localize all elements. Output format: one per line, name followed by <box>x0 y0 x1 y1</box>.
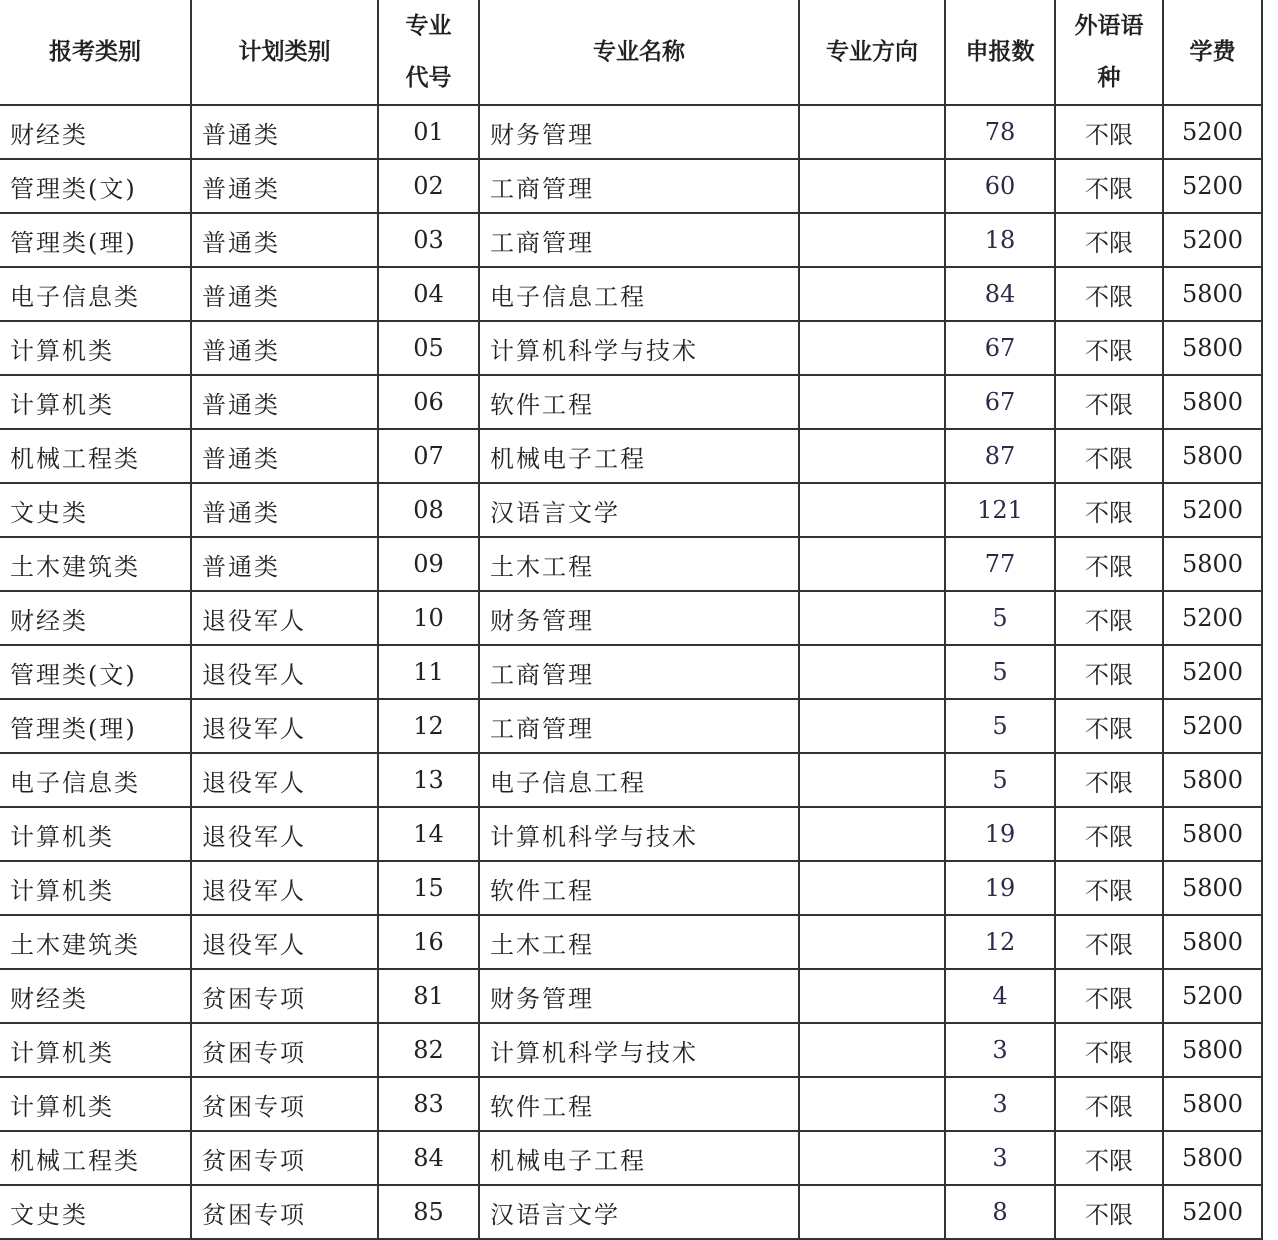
cell-major-name: 计算机科学与技术 <box>479 807 799 861</box>
cell-major-direction <box>799 807 945 861</box>
cell-applicants: 67 <box>945 375 1055 429</box>
table-row <box>0 861 1262 915</box>
table-row <box>0 915 1262 969</box>
cell-plan-category: 普通类 <box>191 267 378 321</box>
table-row <box>0 1077 1262 1131</box>
table-row <box>0 591 1262 645</box>
cell-major-name: 财务管理 <box>479 969 799 1023</box>
cell-applicants: 12 <box>945 915 1055 969</box>
cell-exam-category: 文史类 <box>0 483 191 537</box>
cell-applicants: 3 <box>945 1131 1055 1185</box>
header-foreign-language-line1: 外语语 <box>1074 13 1144 39</box>
header-plan-category: 计划类别 <box>191 0 378 105</box>
cell-tuition: 5200 <box>1163 159 1262 213</box>
cell-foreign-language: 不限 <box>1055 915 1163 969</box>
cell-major-name: 软件工程 <box>479 1077 799 1131</box>
cell-plan-category: 普通类 <box>191 375 378 429</box>
cell-major-code: 85 <box>378 1185 479 1239</box>
cell-tuition: 5200 <box>1163 483 1262 537</box>
cell-major-code: 81 <box>378 969 479 1023</box>
cell-applicants: 8 <box>945 1185 1055 1239</box>
cell-exam-category: 管理类(理) <box>0 213 191 267</box>
cell-major-code: 82 <box>378 1023 479 1077</box>
cell-plan-category: 普通类 <box>191 537 378 591</box>
cell-foreign-language: 不限 <box>1055 375 1163 429</box>
table-row <box>0 807 1262 861</box>
cell-major-name: 计算机科学与技术 <box>479 1023 799 1077</box>
cell-major-name: 财务管理 <box>479 105 799 159</box>
cell-plan-category: 退役军人 <box>191 807 378 861</box>
cell-tuition: 5800 <box>1163 321 1262 375</box>
cell-plan-category: 贫困专项 <box>191 1077 378 1131</box>
cell-foreign-language: 不限 <box>1055 969 1163 1023</box>
cell-tuition: 5800 <box>1163 753 1262 807</box>
table-row <box>0 969 1262 1023</box>
cell-major-direction <box>799 213 945 267</box>
cell-major-name: 汉语言文学 <box>479 1185 799 1239</box>
cell-exam-category: 财经类 <box>0 105 191 159</box>
cell-exam-category: 机械工程类 <box>0 1131 191 1185</box>
cell-major-direction <box>799 915 945 969</box>
table-row <box>0 1131 1262 1185</box>
cell-plan-category: 普通类 <box>191 483 378 537</box>
cell-major-direction <box>799 267 945 321</box>
cell-plan-category: 普通类 <box>191 321 378 375</box>
cell-foreign-language: 不限 <box>1055 159 1163 213</box>
cell-applicants: 18 <box>945 213 1055 267</box>
cell-major-code: 01 <box>378 105 479 159</box>
cell-foreign-language: 不限 <box>1055 1023 1163 1077</box>
table-row <box>0 753 1262 807</box>
cell-plan-category: 退役军人 <box>191 699 378 753</box>
cell-major-code: 10 <box>378 591 479 645</box>
cell-exam-category: 财经类 <box>0 591 191 645</box>
cell-applicants: 60 <box>945 159 1055 213</box>
cell-foreign-language: 不限 <box>1055 213 1163 267</box>
table-row <box>0 645 1262 699</box>
cell-major-direction <box>799 105 945 159</box>
header-foreign-language-line2: 种 <box>1097 65 1121 91</box>
cell-applicants: 3 <box>945 1023 1055 1077</box>
cell-major-code: 14 <box>378 807 479 861</box>
header-major-code-line1: 专业 <box>405 13 452 39</box>
cell-plan-category: 贫困专项 <box>191 1185 378 1239</box>
cell-major-name: 工商管理 <box>479 699 799 753</box>
cell-major-code: 07 <box>378 429 479 483</box>
cell-tuition: 5200 <box>1163 213 1262 267</box>
cell-tuition: 5200 <box>1163 105 1262 159</box>
table-body <box>0 105 1262 1239</box>
cell-foreign-language: 不限 <box>1055 267 1163 321</box>
cell-tuition: 5800 <box>1163 267 1262 321</box>
cell-exam-category: 电子信息类 <box>0 753 191 807</box>
cell-applicants: 78 <box>945 105 1055 159</box>
cell-tuition: 5800 <box>1163 861 1262 915</box>
cell-applicants: 3 <box>945 1077 1055 1131</box>
cell-applicants: 67 <box>945 321 1055 375</box>
cell-major-name: 电子信息工程 <box>479 753 799 807</box>
cell-major-code: 09 <box>378 537 479 591</box>
cell-major-name: 软件工程 <box>479 375 799 429</box>
cell-major-direction <box>799 645 945 699</box>
cell-foreign-language: 不限 <box>1055 483 1163 537</box>
cell-major-code: 83 <box>378 1077 479 1131</box>
cell-major-code: 84 <box>378 1131 479 1185</box>
table-row <box>0 429 1262 483</box>
cell-foreign-language: 不限 <box>1055 807 1163 861</box>
cell-tuition: 5800 <box>1163 915 1262 969</box>
cell-major-direction <box>799 537 945 591</box>
cell-applicants: 4 <box>945 969 1055 1023</box>
cell-exam-category: 计算机类 <box>0 1077 191 1131</box>
cell-exam-category: 管理类(理) <box>0 699 191 753</box>
cell-major-direction <box>799 483 945 537</box>
cell-major-name: 电子信息工程 <box>479 267 799 321</box>
cell-major-direction <box>799 375 945 429</box>
cell-applicants: 5 <box>945 591 1055 645</box>
cell-exam-category: 计算机类 <box>0 321 191 375</box>
cell-major-direction <box>799 699 945 753</box>
cell-foreign-language: 不限 <box>1055 591 1163 645</box>
cell-foreign-language: 不限 <box>1055 1077 1163 1131</box>
cell-exam-category: 管理类(文) <box>0 159 191 213</box>
cell-tuition: 5800 <box>1163 1131 1262 1185</box>
cell-major-code: 16 <box>378 915 479 969</box>
cell-exam-category: 财经类 <box>0 969 191 1023</box>
cell-plan-category: 贫困专项 <box>191 1131 378 1185</box>
cell-major-name: 机械电子工程 <box>479 1131 799 1185</box>
cell-foreign-language: 不限 <box>1055 861 1163 915</box>
cell-plan-category: 退役军人 <box>191 753 378 807</box>
cell-plan-category: 退役军人 <box>191 915 378 969</box>
cell-plan-category: 退役军人 <box>191 861 378 915</box>
header-exam-category: 报考类别 <box>0 0 191 105</box>
cell-plan-category: 普通类 <box>191 429 378 483</box>
cell-major-name: 工商管理 <box>479 159 799 213</box>
cell-tuition: 5200 <box>1163 1185 1262 1239</box>
cell-plan-category: 退役军人 <box>191 645 378 699</box>
cell-foreign-language: 不限 <box>1055 105 1163 159</box>
cell-tuition: 5800 <box>1163 429 1262 483</box>
cell-applicants: 5 <box>945 645 1055 699</box>
cell-major-code: 06 <box>378 375 479 429</box>
cell-foreign-language: 不限 <box>1055 753 1163 807</box>
cell-plan-category: 普通类 <box>191 105 378 159</box>
cell-exam-category: 土木建筑类 <box>0 537 191 591</box>
cell-plan-category: 普通类 <box>191 159 378 213</box>
cell-major-name: 工商管理 <box>479 213 799 267</box>
table-row <box>0 699 1262 753</box>
cell-foreign-language: 不限 <box>1055 321 1163 375</box>
cell-major-code: 08 <box>378 483 479 537</box>
cell-major-code: 04 <box>378 267 479 321</box>
cell-plan-category: 贫困专项 <box>191 969 378 1023</box>
cell-major-code: 11 <box>378 645 479 699</box>
cell-exam-category: 计算机类 <box>0 375 191 429</box>
cell-tuition: 5800 <box>1163 807 1262 861</box>
cell-major-code: 15 <box>378 861 479 915</box>
cell-major-code: 02 <box>378 159 479 213</box>
cell-tuition: 5800 <box>1163 1023 1262 1077</box>
header-major-code <box>378 0 479 105</box>
cell-plan-category: 贫困专项 <box>191 1023 378 1077</box>
cell-foreign-language: 不限 <box>1055 645 1163 699</box>
cell-exam-category: 计算机类 <box>0 1023 191 1077</box>
cell-plan-category: 普通类 <box>191 213 378 267</box>
cell-tuition: 5200 <box>1163 591 1262 645</box>
cell-foreign-language: 不限 <box>1055 1131 1163 1185</box>
cell-foreign-language: 不限 <box>1055 429 1163 483</box>
table-row <box>0 105 1262 159</box>
cell-major-direction <box>799 321 945 375</box>
table-row <box>0 537 1262 591</box>
header-foreign-language <box>1055 0 1163 105</box>
cell-exam-category: 计算机类 <box>0 861 191 915</box>
cell-major-direction <box>799 591 945 645</box>
cell-foreign-language: 不限 <box>1055 699 1163 753</box>
cell-major-name: 计算机科学与技术 <box>479 321 799 375</box>
cell-tuition: 5200 <box>1163 969 1262 1023</box>
cell-exam-category: 机械工程类 <box>0 429 191 483</box>
cell-applicants: 84 <box>945 267 1055 321</box>
cell-major-name: 土木工程 <box>479 915 799 969</box>
cell-applicants: 77 <box>945 537 1055 591</box>
cell-tuition: 5800 <box>1163 1077 1262 1131</box>
table-row <box>0 1185 1262 1239</box>
table-row <box>0 159 1262 213</box>
cell-major-code: 12 <box>378 699 479 753</box>
cell-major-direction <box>799 1077 945 1131</box>
table-row <box>0 267 1262 321</box>
cell-major-direction <box>799 1131 945 1185</box>
cell-major-name: 土木工程 <box>479 537 799 591</box>
cell-major-code: 13 <box>378 753 479 807</box>
cell-major-direction <box>799 969 945 1023</box>
cell-plan-category: 退役军人 <box>191 591 378 645</box>
cell-major-direction <box>799 429 945 483</box>
cell-tuition: 5200 <box>1163 645 1262 699</box>
cell-exam-category: 文史类 <box>0 1185 191 1239</box>
cell-major-name: 工商管理 <box>479 645 799 699</box>
header-major-direction: 专业方向 <box>799 0 945 105</box>
cell-major-code: 03 <box>378 213 479 267</box>
cell-major-code: 05 <box>378 321 479 375</box>
cell-major-name: 财务管理 <box>479 591 799 645</box>
cell-applicants: 121 <box>945 483 1055 537</box>
cell-major-direction <box>799 1185 945 1239</box>
cell-major-direction <box>799 1023 945 1077</box>
header-applicants: 申报数 <box>945 0 1055 105</box>
cell-major-direction <box>799 861 945 915</box>
cell-major-name: 机械电子工程 <box>479 429 799 483</box>
cell-applicants: 19 <box>945 807 1055 861</box>
cell-tuition: 5800 <box>1163 375 1262 429</box>
cell-major-direction <box>799 159 945 213</box>
cell-major-name: 汉语言文学 <box>479 483 799 537</box>
header-major-code-line2: 代号 <box>405 65 452 91</box>
cell-applicants: 87 <box>945 429 1055 483</box>
cell-tuition: 5200 <box>1163 699 1262 753</box>
table-row <box>0 483 1262 537</box>
cell-major-name: 软件工程 <box>479 861 799 915</box>
cell-exam-category: 计算机类 <box>0 807 191 861</box>
cell-applicants: 5 <box>945 753 1055 807</box>
cell-foreign-language: 不限 <box>1055 1185 1163 1239</box>
header-major-name: 专业名称 <box>479 0 799 105</box>
cell-foreign-language: 不限 <box>1055 537 1163 591</box>
cell-applicants: 19 <box>945 861 1055 915</box>
header-tuition: 学费 <box>1163 0 1262 105</box>
cell-major-direction <box>799 753 945 807</box>
cell-exam-category: 管理类(文) <box>0 645 191 699</box>
cell-exam-category: 土木建筑类 <box>0 915 191 969</box>
table-row <box>0 213 1262 267</box>
cell-applicants: 5 <box>945 699 1055 753</box>
table-header-row <box>0 0 1262 105</box>
table-row <box>0 375 1262 429</box>
table-row <box>0 321 1262 375</box>
cell-exam-category: 电子信息类 <box>0 267 191 321</box>
table-row <box>0 1023 1262 1077</box>
cell-tuition: 5800 <box>1163 537 1262 591</box>
